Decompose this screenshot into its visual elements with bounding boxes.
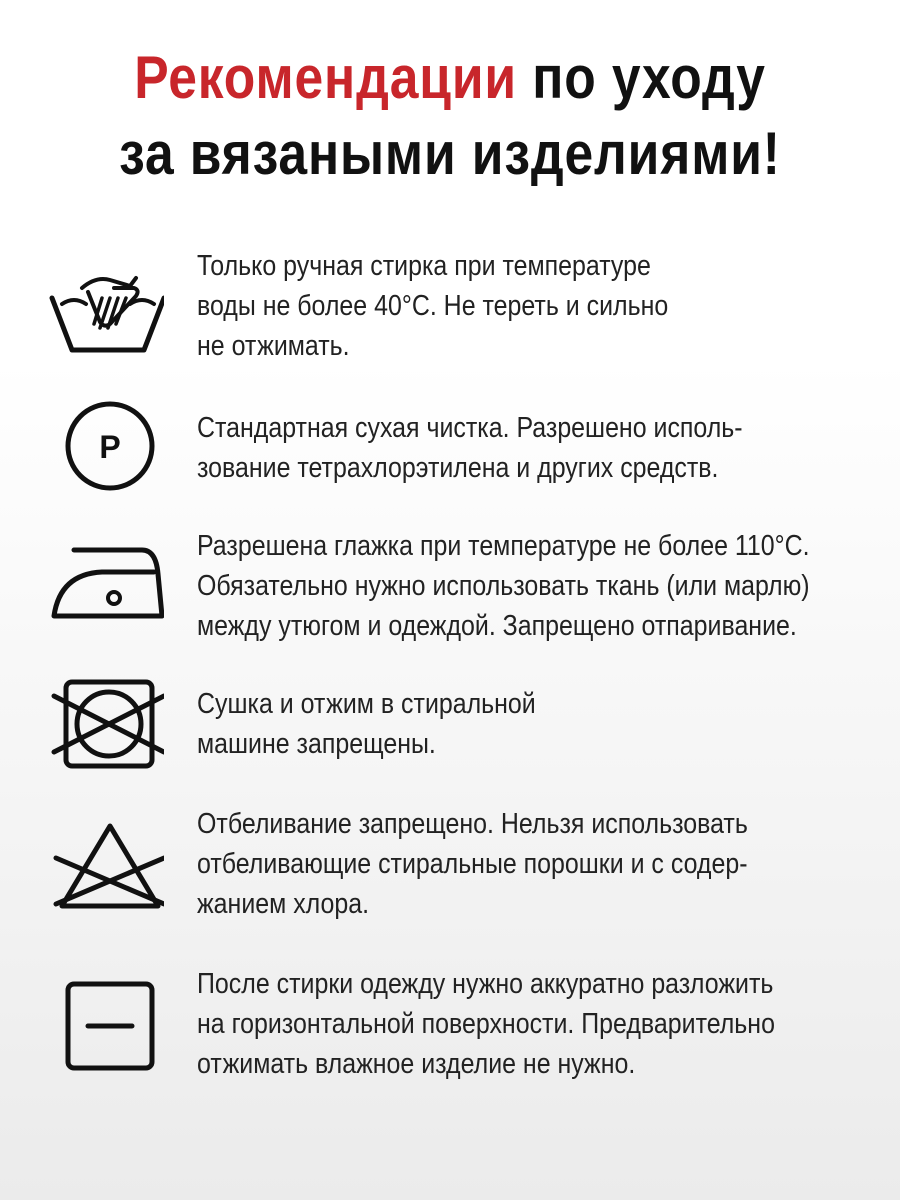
iron-one-dot-icon (44, 534, 164, 634)
care-text-no-tumble-dry (197, 684, 799, 764)
care-text-line: не отжимать. (197, 330, 350, 362)
care-text-line: машине запрещены. (197, 728, 436, 760)
care-text-no-bleach (197, 804, 799, 924)
care-text-line: жанием хлора. (197, 888, 370, 920)
no-tumble-dry-icon (44, 676, 164, 776)
care-text-line: воды не более 40°С. Не тереть и сильно (197, 290, 669, 322)
care-text-iron (197, 526, 810, 646)
care-text-line: между утюгом и одеждой. Запрещено отпаривание. (197, 610, 797, 642)
care-text-line: Только ручная стирка при температуре (197, 250, 651, 282)
dry-clean-p-icon (44, 396, 164, 496)
care-text-line: После стирки одежду нужно аккуратно разложить (197, 968, 774, 1000)
care-text-dry-flat (197, 964, 799, 1084)
title-accent: Рекомендации (134, 44, 518, 111)
care-text-line: Отбеливание запрещено. Нельзя использовать (197, 808, 748, 840)
care-text-line: Обязательно нужно использовать ткань (или марлю) (197, 570, 810, 602)
care-text-line: Стандартная сухая чистка. Разрешено исполь- (197, 412, 743, 444)
care-text-line: отбеливающие стиральные порошки и с содер- (197, 848, 748, 880)
no-bleach-icon (44, 818, 164, 918)
dry-flat-icon (44, 980, 164, 1080)
title-line-2: за вязаными изделиями! (119, 120, 781, 187)
hand-wash-icon (44, 258, 164, 358)
care-text-line: отжимать влажное изделие не нужно. (197, 1048, 636, 1080)
care-text-line: зование тетрахлорэтилена и других средств. (197, 452, 719, 484)
title-rest: по уходу (532, 44, 766, 111)
care-text-hand-wash (197, 246, 799, 366)
care-text-line: на горизонтальной поверхности. Предварительно (197, 1008, 775, 1040)
care-text-line: Сушка и отжим в стиральной (197, 688, 536, 720)
care-text-dry-clean (197, 408, 799, 488)
dry-clean-letter: P (99, 429, 121, 465)
care-text-line: Разрешена глажка при температуре не более 110°С. (197, 530, 810, 562)
